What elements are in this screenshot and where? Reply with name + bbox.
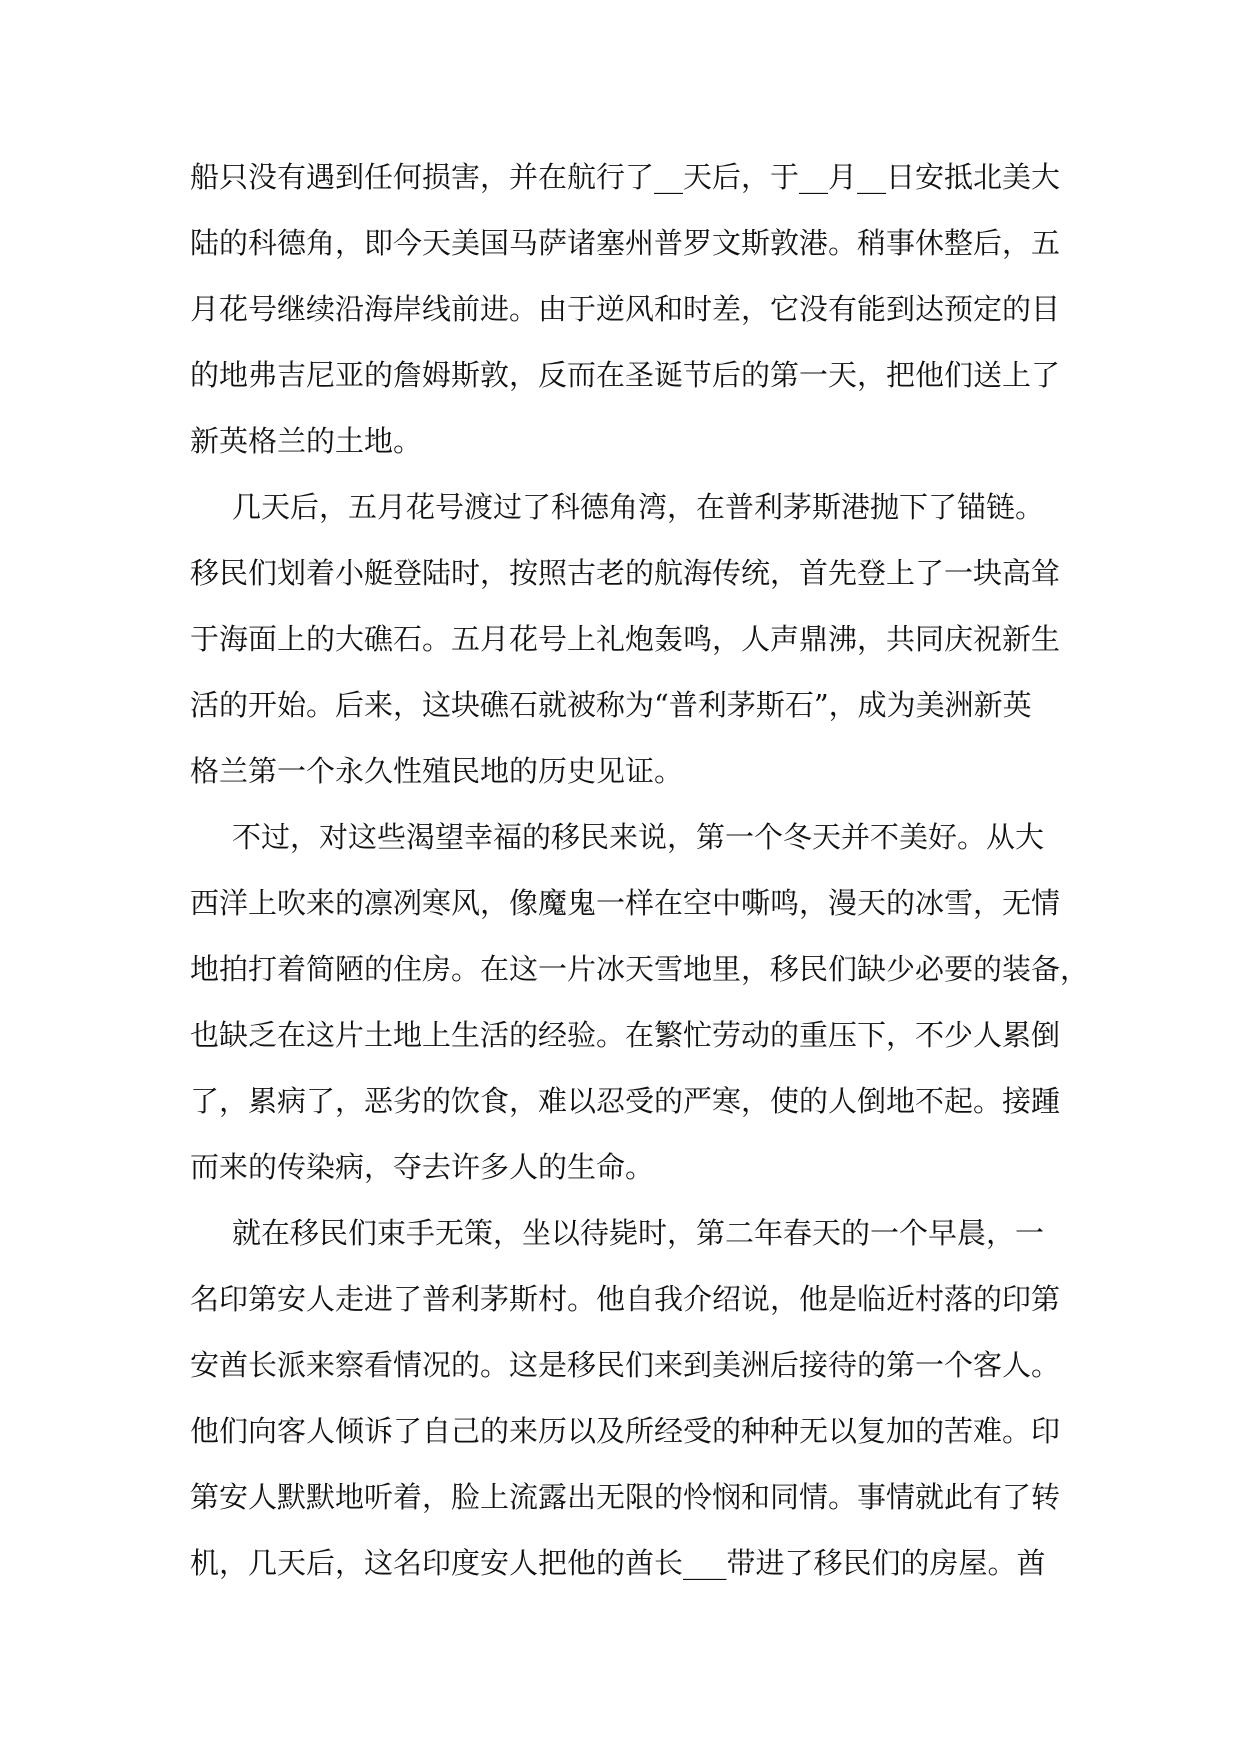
text-line: 船只没有遇到任何损害，并在航行了__天后，于__月__日安抵北美大 — [190, 160, 1061, 194]
text-line: 新英格兰的土地。 — [190, 424, 423, 458]
text-line: 了，累病了，恶劣的饮食，难以忍受的严寒，使的人倒地不起。接踵 — [190, 1084, 1061, 1118]
text-line: 安酋长派来察看情况的。这是移民们来到美洲后接待的第一个客人。 — [190, 1348, 1061, 1382]
text-line: 于海面上的大礁石。五月花号上礼炮轰鸣，人声鼎沸，共同庆祝新生 — [190, 622, 1061, 656]
text-line: 名印第安人走进了普利茅斯村。他自我介绍说，他是临近村落的印第 — [190, 1282, 1061, 1316]
text-line: 格兰第一个永久性殖民地的历史见证。 — [190, 754, 684, 788]
text-line: 活的开始。后来，这块礁石就被称为“普利茅斯石”，成为美洲新英 — [190, 688, 1032, 722]
text-line: 第安人默默地听着，脸上流露出无限的怜悯和同情。事情就此有了转 — [190, 1480, 1061, 1514]
text-line: 他们向客人倾诉了自己的来历以及所经受的种种无以复加的苦难。印 — [190, 1414, 1061, 1448]
text-line: 的地弗吉尼亚的詹姆斯敦，反而在圣诞节后的第一天，把他们送上了 — [190, 358, 1061, 392]
text-line: 移民们划着小艇登陆时，按照古老的航海传统，首先登上了一块高耸 — [190, 556, 1061, 590]
text-line: 机，几天后，这名印度安人把他的酋长___带进了移民们的房屋。酋 — [190, 1546, 1046, 1580]
text-line: 地拍打着简陋的住房。在这一片冰天雪地里，移民们缺少必要的装备， — [190, 952, 1090, 986]
text-line: 而来的传染病，夺去许多人的生命。 — [190, 1150, 655, 1184]
text-line: 陆的科德角，即今天美国马萨诸塞州普罗文斯敦港。稍事休整后，五 — [190, 226, 1061, 260]
text-line: 西洋上吹来的凛冽寒风，像魔鬼一样在空中嘶鸣，漫天的冰雪，无情 — [190, 886, 1061, 920]
paragraph-first-line: 几天后，五月花号渡过了科德角湾，在普利茅斯港抛下了锚链。 — [232, 490, 1045, 524]
text-line: 也缺乏在这片土地上生活的经验。在繁忙劳动的重压下，不少人累倒 — [190, 1018, 1061, 1052]
paragraph-first-line: 不过，对这些渴望幸福的移民来说，第一个冬天并不美好。从大 — [232, 820, 1045, 854]
text-line: 月花号继续沿海岸线前进。由于逆风和时差，它没有能到达预定的目 — [190, 292, 1061, 326]
paragraph-first-line: 就在移民们束手无策，坐以待毙时，第二年春天的一个早晨，一 — [232, 1216, 1045, 1250]
